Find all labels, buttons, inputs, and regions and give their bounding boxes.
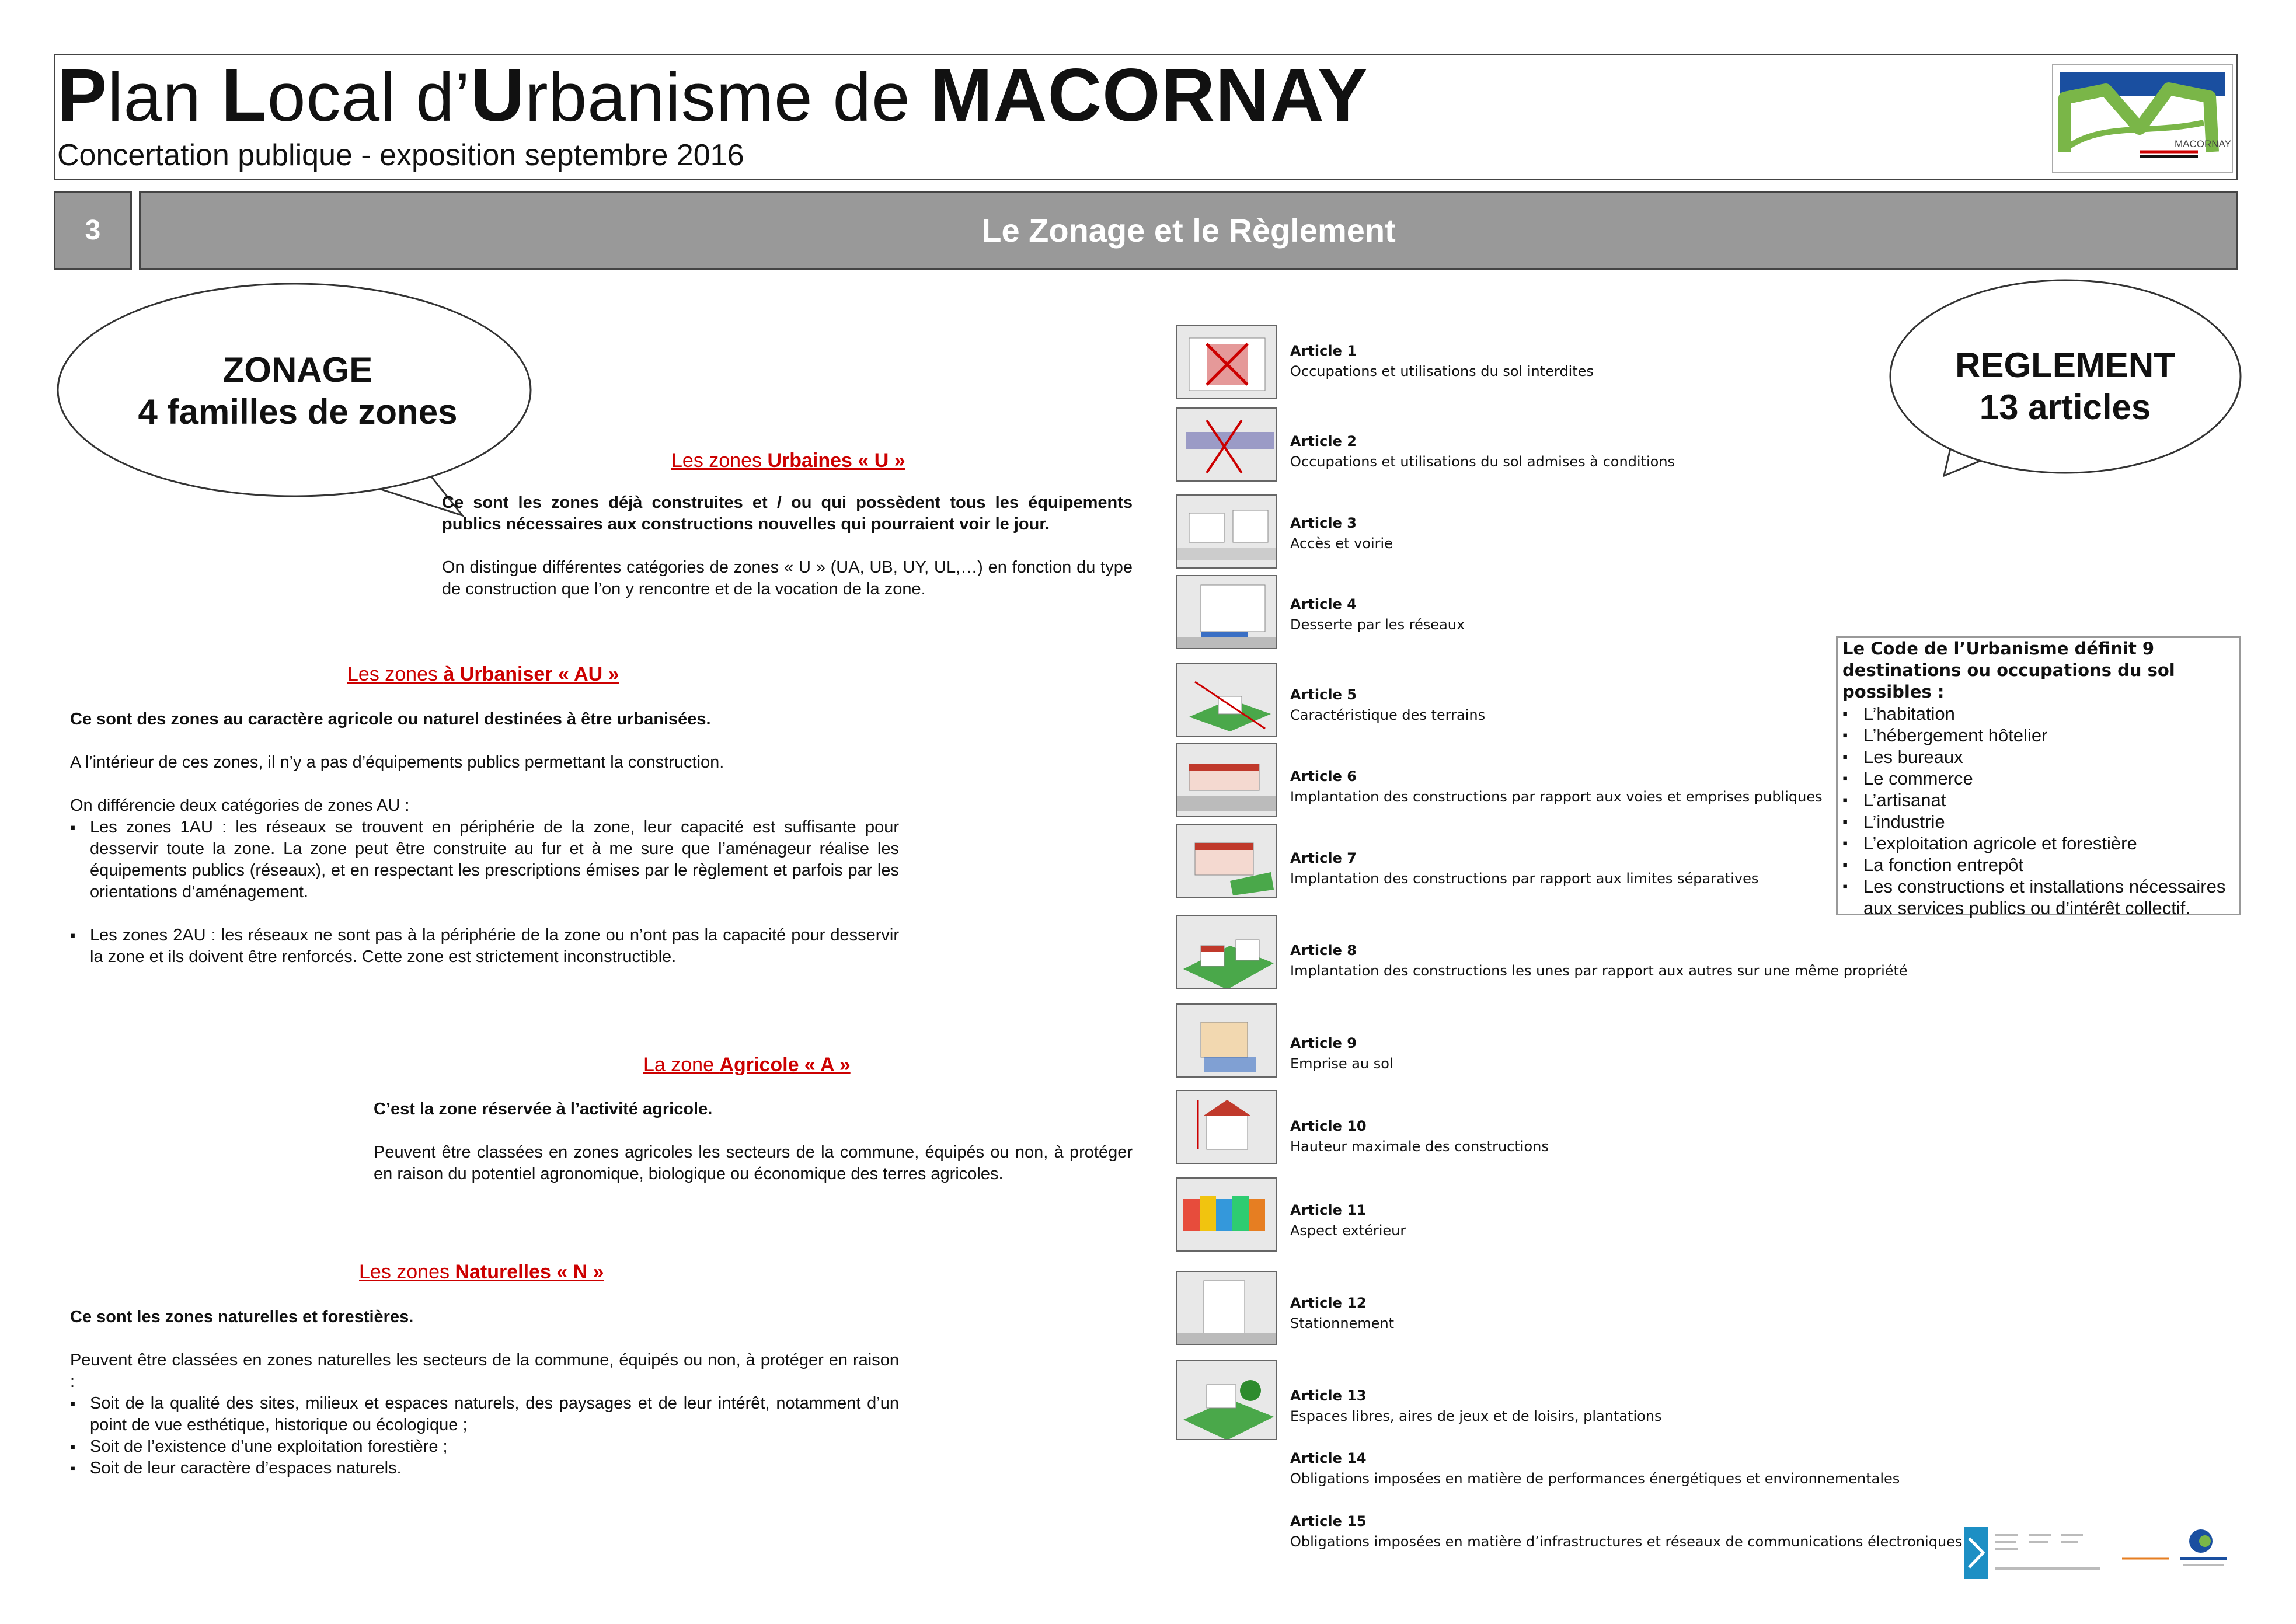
- page-subtitle: Concertation publique - exposition septembre 2016: [57, 138, 744, 172]
- article-12: Article 12 Stationnement: [1290, 1295, 1395, 1332]
- list-item: ▪ L’exploitation agricole et forestière: [1842, 832, 2239, 854]
- zone-au-title: Les zones à Urbaniser « AU »: [347, 663, 619, 685]
- article-15: Article 15 Obligations imposées en matière d’infrastructures et réseaux de communications électroniques: [1290, 1513, 1963, 1550]
- article-7-illustration: [1176, 824, 1277, 898]
- article-4-illustration: [1176, 575, 1277, 649]
- article-1-illustration: [1176, 325, 1277, 399]
- zone-a-text: C’est la zone réservée à l’activité agricole. Peuvent être classées en zones agricoles les secteurs de la commune, équipés ou non, à protéger en raison du potentiel agronomique, biologique ou économique des terres agricoles.: [374, 1100, 1133, 1183]
- list-item: ▪ Les zones 2AU : les réseaux ne sont pas à la périphérie de la zone ou n’ont pas la capacité pour desservir la zone et ils doivent être renforcés. Cette zone est strictement inconstructible.: [70, 925, 899, 968]
- article-2: Article 2 Occupations et utilisations du sol admises à conditions: [1290, 433, 1675, 470]
- zone-au-list: [70, 817, 899, 968]
- reglement-label: REGLEMENT 13 articles: [1955, 346, 2175, 427]
- list-item: ▪ L’artisanat: [1842, 789, 2239, 811]
- macornay-logo: [2052, 64, 2233, 173]
- list-item: ▪ Les constructions et installations nécessaires aux services publics ou d’intérêt collectif.: [1842, 876, 2239, 919]
- list-item: ▪ Soit de la qualité des sites, milieux et espaces naturels, des paysages et de leur intérêt, notamment d’un point de vue esthétique, historique ou écologique ;: [70, 1393, 899, 1436]
- zone-u-text: Ce sont les zones déjà construites et / ou qui possèdent tous les équipements publics nécessaires aux constructions nouvelles qui pourraient voir le jour. On distingue différentes catégories de zones « U » (UA, UB, UY, UL,…) en fonction du type de construction que l’on y rencontre et de la vocation de la zone.: [442, 493, 1133, 598]
- article-13-illustration: [1176, 1360, 1277, 1440]
- article-13: Article 13 Espaces libres, aires de jeux et de loisirs, plantations: [1290, 1388, 1662, 1424]
- partner-logos: [1964, 1521, 2239, 1585]
- list-item: ▪ L’industrie: [1842, 811, 2239, 832]
- zone-n-title: Les zones Naturelles « N »: [359, 1261, 604, 1283]
- page-title: Plan Local d’Urbanisme de MACORNAY: [57, 54, 1368, 137]
- svg-text:MACORNAY: MACORNAY: [2175, 138, 2231, 149]
- section-title: Le Zonage et le Règlement: [139, 191, 2238, 270]
- article-8: Article 8 Implantation des constructions les unes par rapport aux autres sur une même propriété: [1290, 942, 1908, 979]
- article-3-illustration: [1176, 494, 1277, 569]
- list-item: ▪ La fonction entrepôt: [1842, 854, 2239, 876]
- article-9: Article 9 Emprise au sol: [1290, 1035, 1393, 1072]
- article-8-illustration: [1176, 915, 1277, 989]
- article-1: Article 1 Occupations et utilisations du sol interdites: [1290, 343, 1594, 379]
- list-item: ▪ L’hébergement hôtelier: [1842, 724, 2239, 746]
- zone-n-list: [70, 1393, 899, 1479]
- list-item: ▪ L’habitation: [1842, 703, 2239, 724]
- zone-u-title: Les zones Urbaines « U »: [671, 449, 905, 472]
- zone-au-text: Ce sont des zones au caractère agricole ou naturel destinées à être urbanisées. A l’intérieur de ces zones, il n’y a pas d’équipements publics permettant la construction. On différencie deux catégories de zones AU : ▪ Les zones 1AU : les réseaux se trouvent en périphérie de la zone, leur capacité est suffisante pour desservir toute la zone. La zone peut être construite au fur et à me sure que l’aménageur réalise les équipements publics (réseaux), et en respectant les prescriptions émises par le règlement et parfois par les orientations d’aménagement. ▪ Les zones 2AU : les réseaux ne sont pas à la périphérie de la zone ou n’ont pas la capacité pour desservir la zone et ils doivent être renforcés. Cette zone est strictement inconstructible.: [70, 709, 899, 968]
- article-12-illustration: [1176, 1271, 1277, 1345]
- article-11: Article 11 Aspect extérieur: [1290, 1202, 1406, 1239]
- article-11-illustration: [1176, 1177, 1277, 1252]
- list-item: ▪ Soit de l’existence d’une exploitation forestière ;: [70, 1436, 899, 1458]
- list-item: ▪ Les zones 1AU : les réseaux se trouvent en périphérie de la zone, leur capacité est suffisante pour desservir toute la zone. La zone peut être construite au fur et à me sure que l’aménageur réalise les équipements publics (réseaux), et en respectant les prescriptions émises par le règlement et parfois par les orientations d’aménagement.: [70, 817, 899, 903]
- code-urbanisme-box: [1836, 636, 2241, 918]
- article-2-illustration: [1176, 407, 1277, 482]
- article-5-illustration: [1176, 663, 1277, 737]
- article-7: Article 7 Implantation des constructions par rapport aux limites séparatives: [1290, 850, 1759, 887]
- article-6-illustration: [1176, 743, 1277, 817]
- zone-a-title: La zone Agricole « A »: [643, 1054, 851, 1076]
- list-item: ▪ Les bureaux: [1842, 746, 2239, 768]
- section-number: 3: [54, 191, 132, 270]
- list-item: ▪ Soit de leur caractère d’espaces naturels.: [70, 1458, 899, 1479]
- destinations-list: [1842, 703, 2239, 919]
- article-6: Article 6 Implantation des constructions par rapport aux voies et emprises publiques: [1290, 768, 1823, 805]
- article-10-illustration: [1176, 1090, 1277, 1164]
- article-3: Article 3 Accès et voirie: [1290, 515, 1393, 552]
- code-box-heading: Le Code de l’Urbanisme définit 9 destinations ou occupations du sol possibles :: [1842, 639, 2175, 702]
- article-10: Article 10 Hauteur maximale des constructions: [1290, 1118, 1549, 1155]
- article-4: Article 4 Desserte par les réseaux: [1290, 596, 1465, 633]
- article-9-illustration: [1176, 1003, 1277, 1078]
- list-item: ▪ Le commerce: [1842, 768, 2239, 789]
- zone-n-text: Ce sont les zones naturelles et forestières. Peuvent être classées en zones naturelles les secteurs de la commune, équipés ou non, à protéger en raison : ▪ Soit de la qualité des sites, milieux et espaces naturels, des paysages et de leur intérêt, notamment d’un point de vue esthétique, historique ou écologique ; ▪ Soit de l’existence d’une exploitation forestière ; ▪ Soit de leur caractère d’espaces naturels.: [70, 1306, 899, 1479]
- article-5: Article 5 Caractéristique des terrains: [1290, 686, 1486, 723]
- article-14: Article 14 Obligations imposées en matière de performances énergétiques et environnementales: [1290, 1450, 1900, 1487]
- zonage-label: ZONAGE 4 familles de zones: [138, 350, 458, 431]
